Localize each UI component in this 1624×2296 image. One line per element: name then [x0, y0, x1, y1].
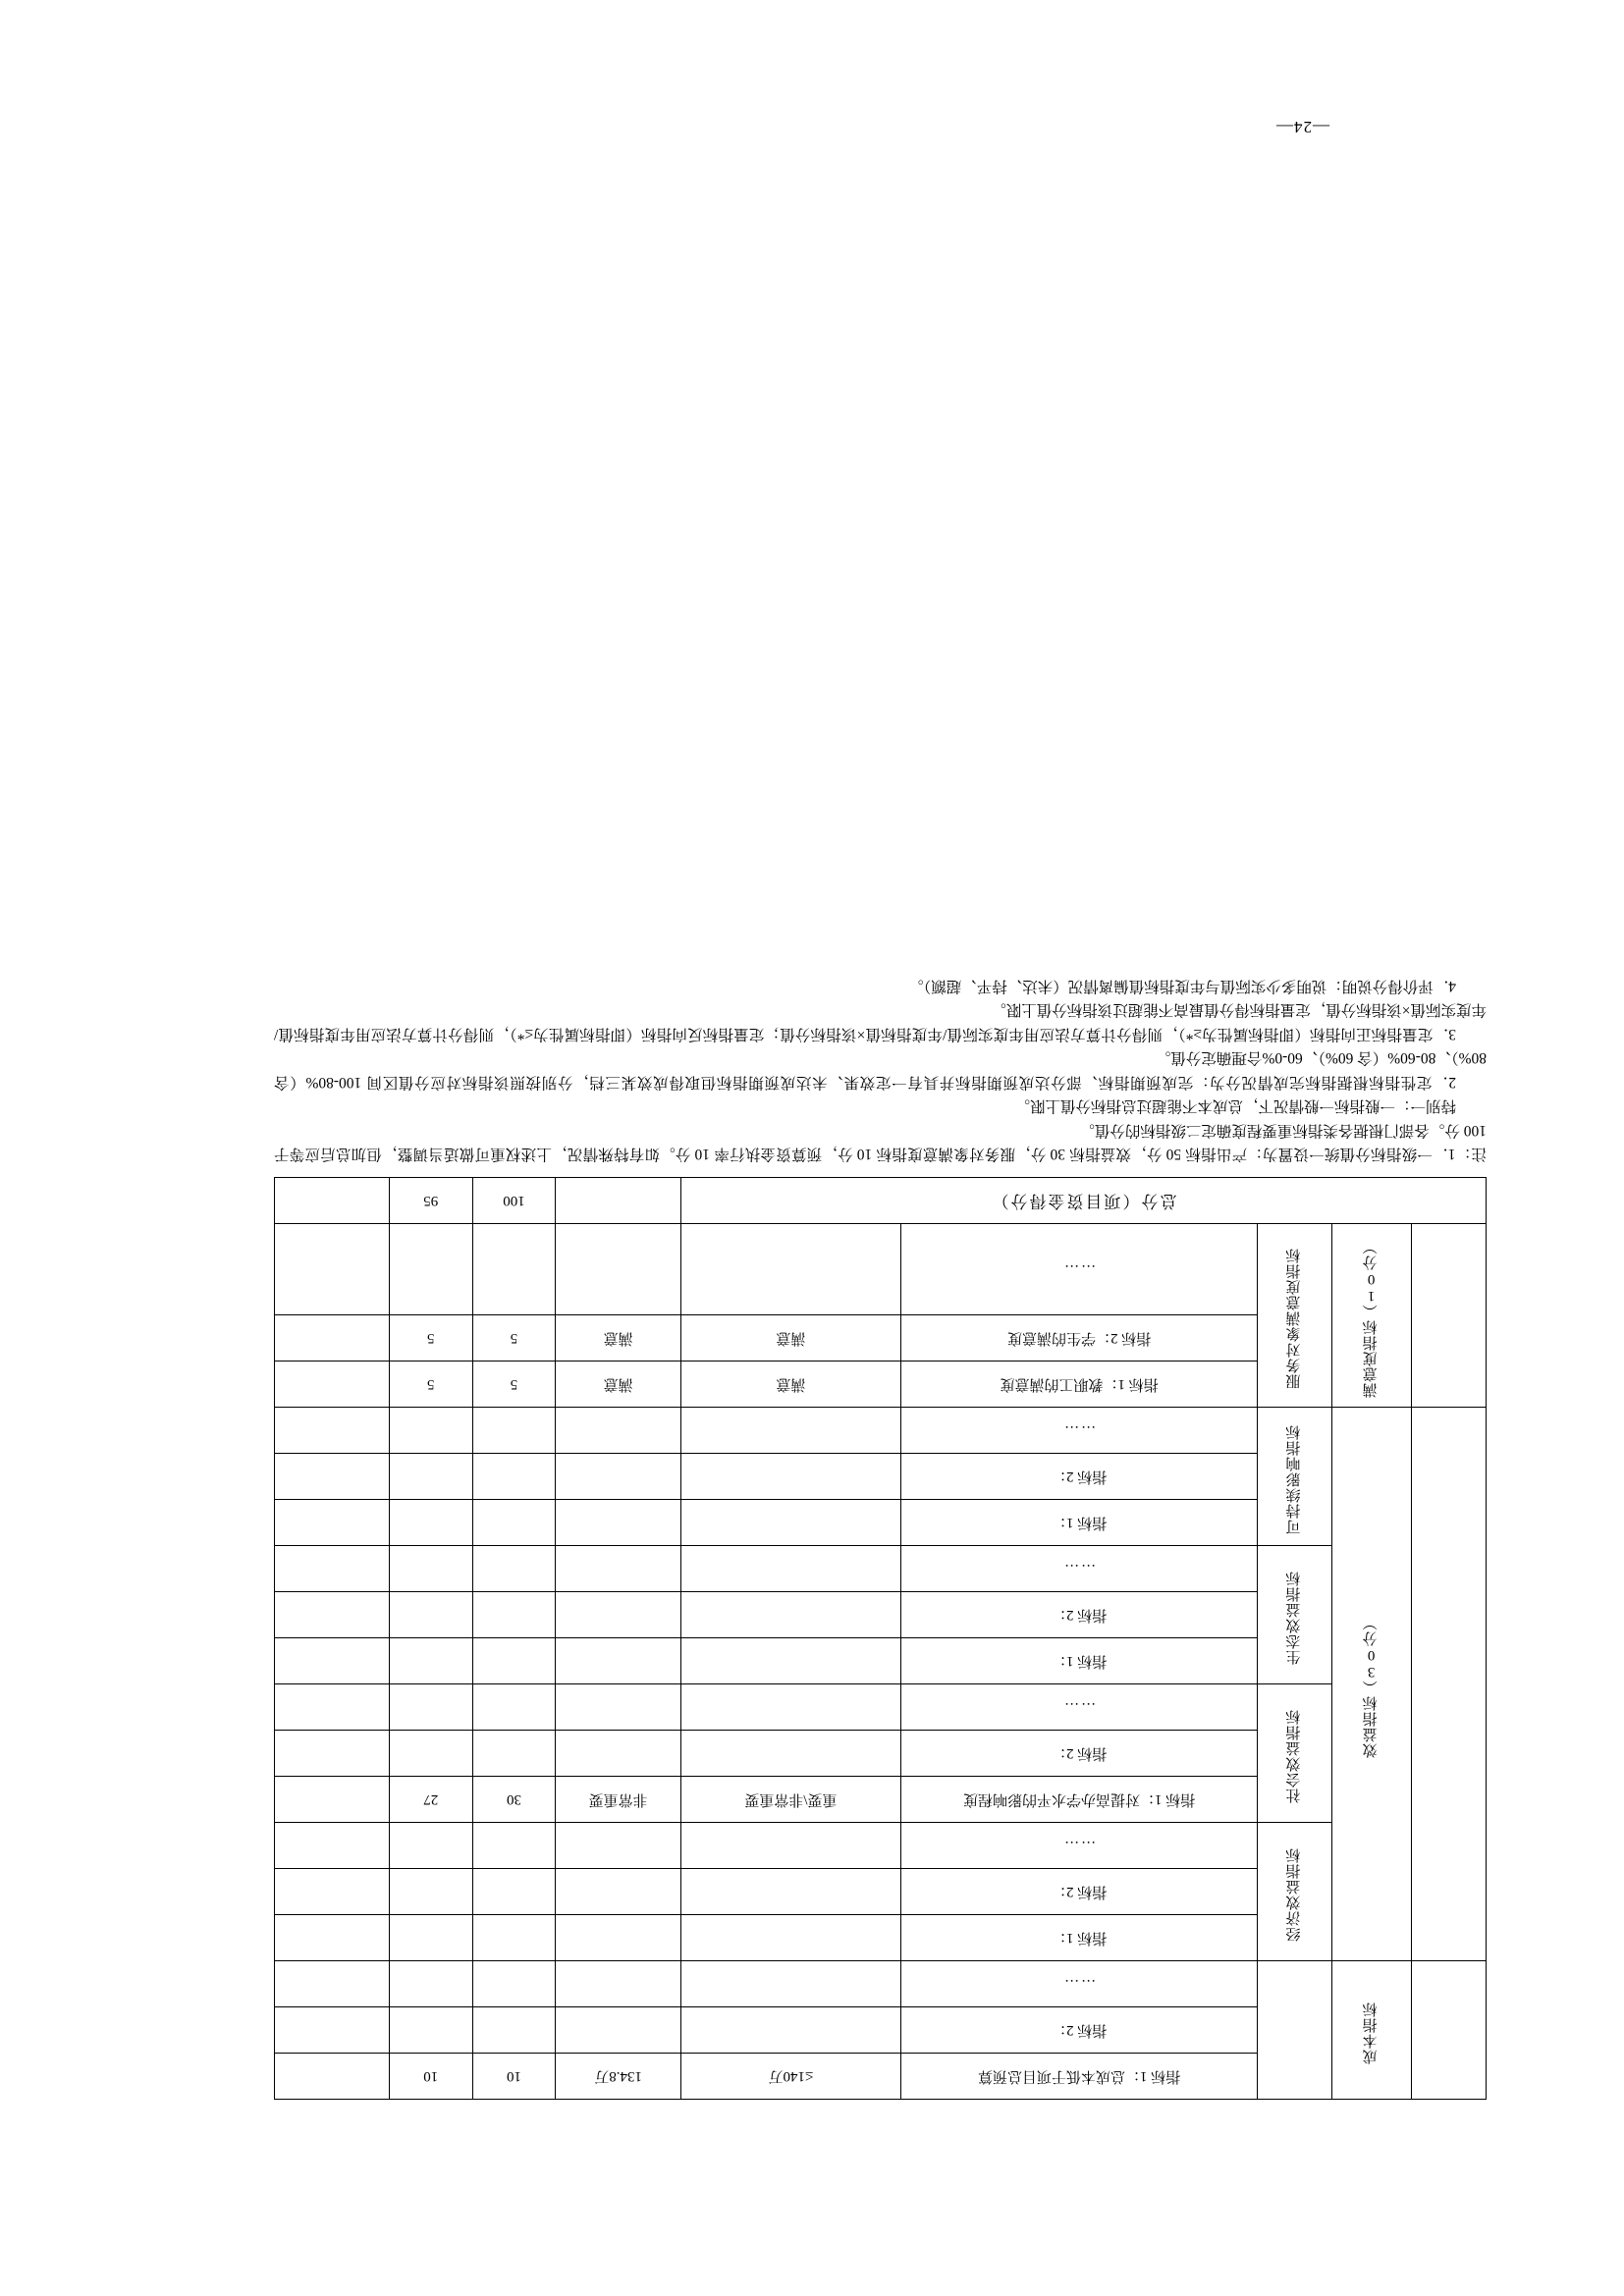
cell-subcategory: 生态效益指标: [1258, 1546, 1332, 1684]
cell-target: [680, 1869, 900, 1915]
cell-empty-left: [1411, 1408, 1486, 1961]
total-score: 95: [389, 1178, 472, 1224]
cell-target: [680, 1731, 900, 1777]
table-row: [275, 1500, 1487, 1546]
cell-remark: [275, 1592, 390, 1638]
cell-target: [680, 1224, 900, 1315]
cell-target: [680, 1823, 900, 1869]
cell-actual: 非常重要: [556, 1777, 681, 1823]
cell-weight: [472, 1454, 556, 1500]
cell-weight: [472, 1408, 556, 1454]
cell-indicator: 指标 2：: [900, 1592, 1257, 1638]
cell-score: [389, 1592, 472, 1638]
cell-indicator: ……: [900, 1823, 1257, 1869]
cell-remark: [275, 1224, 390, 1315]
cell-weight: [472, 1684, 556, 1731]
cell-indicator: 指标 2：: [900, 1731, 1257, 1777]
cell-target: [680, 2007, 900, 2054]
cell-remark: [275, 1500, 390, 1546]
cell-weight: [472, 1592, 556, 1638]
cell-indicator: 指标 1：: [900, 1638, 1257, 1684]
cell-indicator: ……: [900, 1224, 1257, 1315]
table-notes: [274, 973, 1487, 1165]
cell-subcategory: [1258, 1961, 1332, 2100]
cell-weight: [472, 1915, 556, 1961]
cell-indicator: 指标 2：: [900, 1454, 1257, 1500]
cell-indicator: 指标 1：: [900, 1915, 1257, 1961]
cell-target: [680, 1592, 900, 1638]
cell-category: 满意度指标（10分）: [1332, 1224, 1411, 1408]
cell-target: [680, 1684, 900, 1731]
cell-actual: [556, 1823, 681, 1869]
cell-remark: [275, 1731, 390, 1777]
cell-score: [389, 1869, 472, 1915]
cell-category: 成本指标: [1332, 1961, 1411, 2100]
table-row: [275, 1777, 1487, 1823]
note-item-3: 2．定性指标根据指标完成情况分为：完成预期指标、部分达成预期指标并具有一定效果、未达成预期指标但取得成效某三档，分别按照该指标对应分值区间 100-80%（含 80%）、80-60%（含 60%）、60-0%合理确定分值。: [274, 1049, 1487, 1091]
table-row: [275, 1638, 1487, 1684]
cell-subcategory: 社会效益指标: [1258, 1684, 1332, 1823]
cell-target: [680, 1638, 900, 1684]
cell-actual: 134.8万: [556, 2054, 681, 2100]
cell-weight: [472, 1500, 556, 1546]
table-total-row: [275, 1178, 1487, 1224]
cell-score: [389, 1915, 472, 1961]
performance-evaluation-table: [274, 1177, 1487, 2100]
note-item-5: 4．评价得分说明：说明多少实际值与年度指标值偏离情况（未达、持平、超额）。: [907, 977, 1456, 994]
table-row: [275, 1915, 1487, 1961]
cell-score: [389, 1961, 472, 2007]
table-row: [275, 1362, 1487, 1408]
cell-indicator: 指标 1：对提高办学水平的影响程度: [900, 1777, 1257, 1823]
cell-score: [389, 1731, 472, 1777]
cell-remark: [275, 1915, 390, 1961]
cell-actual: 满意: [556, 1362, 681, 1408]
cell-weight: [472, 1869, 556, 1915]
cell-subcategory: 可持续影响指标: [1258, 1408, 1332, 1546]
cell-actual: [556, 1915, 681, 1961]
cell-weight: [472, 2007, 556, 2054]
cell-score: 27: [389, 1777, 472, 1823]
cell-actual: [556, 1546, 681, 1592]
cell-target: [680, 1454, 900, 1500]
cell-empty-left: [1411, 1224, 1486, 1408]
note-item-2: 特别一：一般指标一般情况下，总成本不能超过总指标分值上限。: [1014, 1097, 1456, 1115]
table-row: [275, 2054, 1487, 2100]
page-number: —24—: [1275, 118, 1329, 136]
total-weight: 100: [472, 1178, 556, 1224]
cell-subcategory: 服务对象满意度指标: [1258, 1224, 1332, 1408]
total-empty-actual: [556, 1178, 681, 1224]
cell-remark: [275, 1684, 390, 1731]
cell-score: [389, 1684, 472, 1731]
notes-title: 注：: [1455, 1146, 1487, 1162]
cell-indicator: 指标 2：: [900, 1869, 1257, 1915]
cell-score: 10: [389, 2054, 472, 2100]
note-line-1: [274, 1117, 1487, 1165]
cell-indicator: 指标 1：: [900, 1500, 1257, 1546]
cell-subcategory: 经济效益指标: [1258, 1823, 1332, 1961]
cell-target: ≤140万: [680, 2054, 900, 2100]
note-item-4: 3．定量指标正向指标（即指标属性为≥*），则得分计算方法应用年度实际值/年度指标值×该指标分值；定量指标反向指标（即指标属性为≤*），则得分计算方法应用年度指标值/年度实际值×该指标分值，定量指标得分值最高不能超过该指标分值上限。: [274, 1001, 1487, 1042]
cell-target: [680, 1961, 900, 2007]
cell-indicator: ……: [900, 1961, 1257, 2007]
cell-remark: [275, 1315, 390, 1362]
cell-score: [389, 1454, 472, 1500]
cell-indicator: ……: [900, 1408, 1257, 1454]
cell-score: [389, 1546, 472, 1592]
cell-weight: [472, 1638, 556, 1684]
cell-remark: [275, 1454, 390, 1500]
cell-actual: [556, 2007, 681, 2054]
cell-remark: [275, 1408, 390, 1454]
cell-target: [680, 1915, 900, 1961]
cell-indicator: 指标 2：学生的满意度: [900, 1315, 1257, 1362]
cell-actual: 满意: [556, 1315, 681, 1362]
cell-indicator: 指标 1：总成本低于项目总预算: [900, 2054, 1257, 2100]
cell-remark: [275, 1961, 390, 2007]
cell-actual: [556, 1408, 681, 1454]
total-label: 总分（项目资金得分）: [680, 1178, 1486, 1224]
cell-weight: 10: [472, 2054, 556, 2100]
total-remark: [275, 1178, 390, 1224]
cell-indicator: 指标 2：: [900, 2007, 1257, 2054]
cell-score: 5: [389, 1362, 472, 1408]
cell-actual: [556, 1869, 681, 1915]
cell-score: [389, 2007, 472, 2054]
cell-weight: 5: [472, 1315, 556, 1362]
cell-remark: [275, 1777, 390, 1823]
cell-target: [680, 1408, 900, 1454]
cell-remark: [275, 1638, 390, 1684]
cell-target: 满意: [680, 1362, 900, 1408]
cell-weight: 5: [472, 1362, 556, 1408]
cell-actual: [556, 1638, 681, 1684]
cell-weight: [472, 1961, 556, 2007]
cell-remark: [275, 1362, 390, 1408]
cell-actual: [556, 1500, 681, 1546]
cell-score: [389, 1638, 472, 1684]
cell-weight: [472, 1731, 556, 1777]
cell-actual: [556, 1454, 681, 1500]
cell-empty-left: [1411, 1961, 1486, 2100]
cell-remark: [275, 2007, 390, 2054]
cell-actual: [556, 1961, 681, 2007]
cell-target: [680, 1546, 900, 1592]
cell-actual: [556, 1224, 681, 1315]
cell-score: 5: [389, 1315, 472, 1362]
cell-indicator: ……: [900, 1546, 1257, 1592]
note-item-1: 1．一级指标分值统一设置为：产出指标 50 分，效益指标 30 分，服务对象满意度指标 10 分，预算资金执行率 10 分。如有特殊情况，上述权重可做适当调整，但加总后应等于 100 分。各部门根据各类指标重要程度确定二级指标的分值。: [274, 1121, 1487, 1162]
cell-remark: [275, 1546, 390, 1592]
cell-remark: [275, 1869, 390, 1915]
cell-actual: [556, 1731, 681, 1777]
cell-indicator: 指标 1：教职工的满意度: [900, 1362, 1257, 1408]
cell-category: 效益指标（30分）: [1332, 1408, 1411, 1961]
cell-remark: [275, 1823, 390, 1869]
cell-score: [389, 1823, 472, 1869]
cell-remark: [275, 2054, 390, 2100]
cell-target: 重要\非常重要: [680, 1777, 900, 1823]
cell-score: [389, 1408, 472, 1454]
page-content: [132, 118, 1487, 2100]
cell-weight: [472, 1823, 556, 1869]
cell-actual: [556, 1592, 681, 1638]
cell-weight: [472, 1546, 556, 1592]
cell-score: [389, 1500, 472, 1546]
cell-actual: [556, 1684, 681, 1731]
cell-score: [389, 1224, 472, 1315]
cell-indicator: ……: [900, 1684, 1257, 1731]
cell-target: [680, 1500, 900, 1546]
cell-weight: 30: [472, 1777, 556, 1823]
cell-weight: [472, 1224, 556, 1315]
cell-target: 满意: [680, 1315, 900, 1362]
